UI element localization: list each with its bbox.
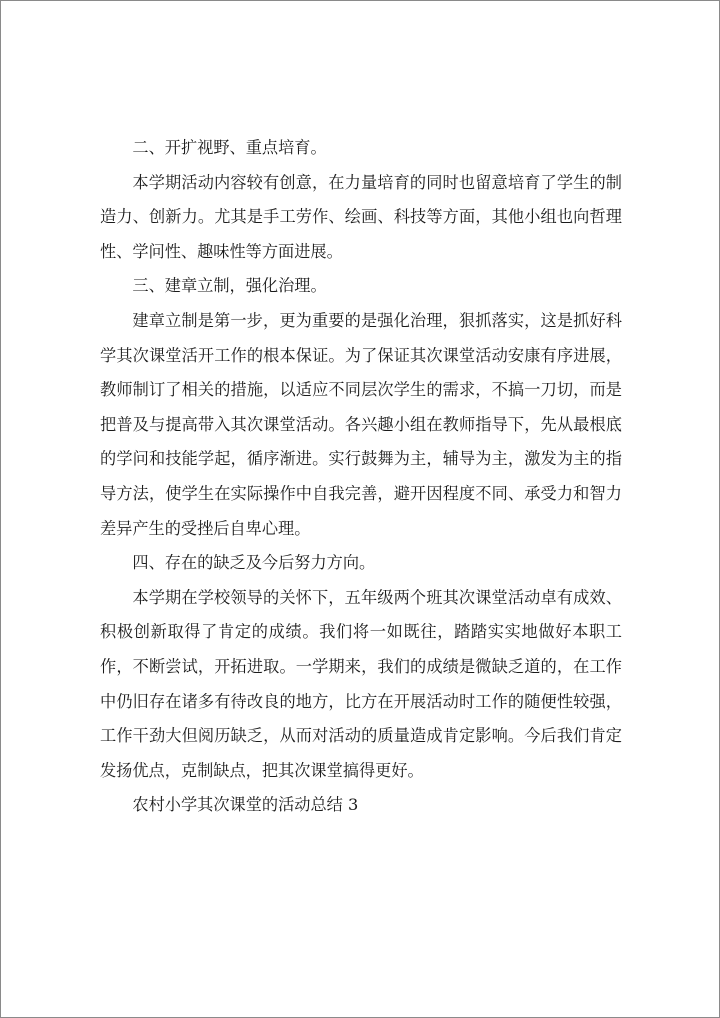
- section-paragraph-3: 建章立制是第一步，更为重要的是强化治理，狠抓落实，这是抓好科学其次课堂活开工作的根本保证。为了保证其次课堂活动安康有序进展，教师制订了相关的措施，以适应不同层次学生的需求，不搞一刀切，而是把普及与提高带入其次课堂活动。各兴趣小组在教师指导下，先从最根底的学问和技能学起，循序渐进。实行鼓舞为主，辅导为主，激发为主的指导方法，使学生在实际操作中自我完善，避开因程度不同、承受力和智力差异产生的受挫后自卑心理。: [100, 310, 622, 538]
- section-heading-2: 二、开扩视野、重点培育。: [132, 138, 327, 157]
- section-paragraph-4: 本学期在学校领导的关怀下，五年级两个班其次课堂活动卓有成效、积极创新取得了肯定的成绩。我们将一如既往，踏踏实实地做好本职工作，不断尝试，开拓进取。一学期来，我们的成绩是微缺乏道的，在工作中仍旧存在诸多有待改良的地方，比方在开展活动时工作的随便性较强，工作干劲大但阅历缺乏，从而对活动的质量造成肯定影响。今后我们肯定发扬优点，克制缺点，把其次课堂搞得更好。: [100, 587, 622, 780]
- section-heading-3: 三、建章立制，强化治理。: [132, 276, 327, 296]
- section-heading-4: 四、存在的缺乏及今后努力方向。: [132, 553, 376, 573]
- document-body: [100, 131, 622, 823]
- section-paragraph-2: 本学期活动内容较有创意，在力量培育的同时也留意培育了学生的制造力、创新力。尤其是手工劳作、绘画、科技等方面，其他小组也向哲理性、学问性、趣味性等方面进展。: [100, 172, 622, 261]
- document-title-3: 农村小学其次课堂的活动总结 3: [132, 795, 359, 815]
